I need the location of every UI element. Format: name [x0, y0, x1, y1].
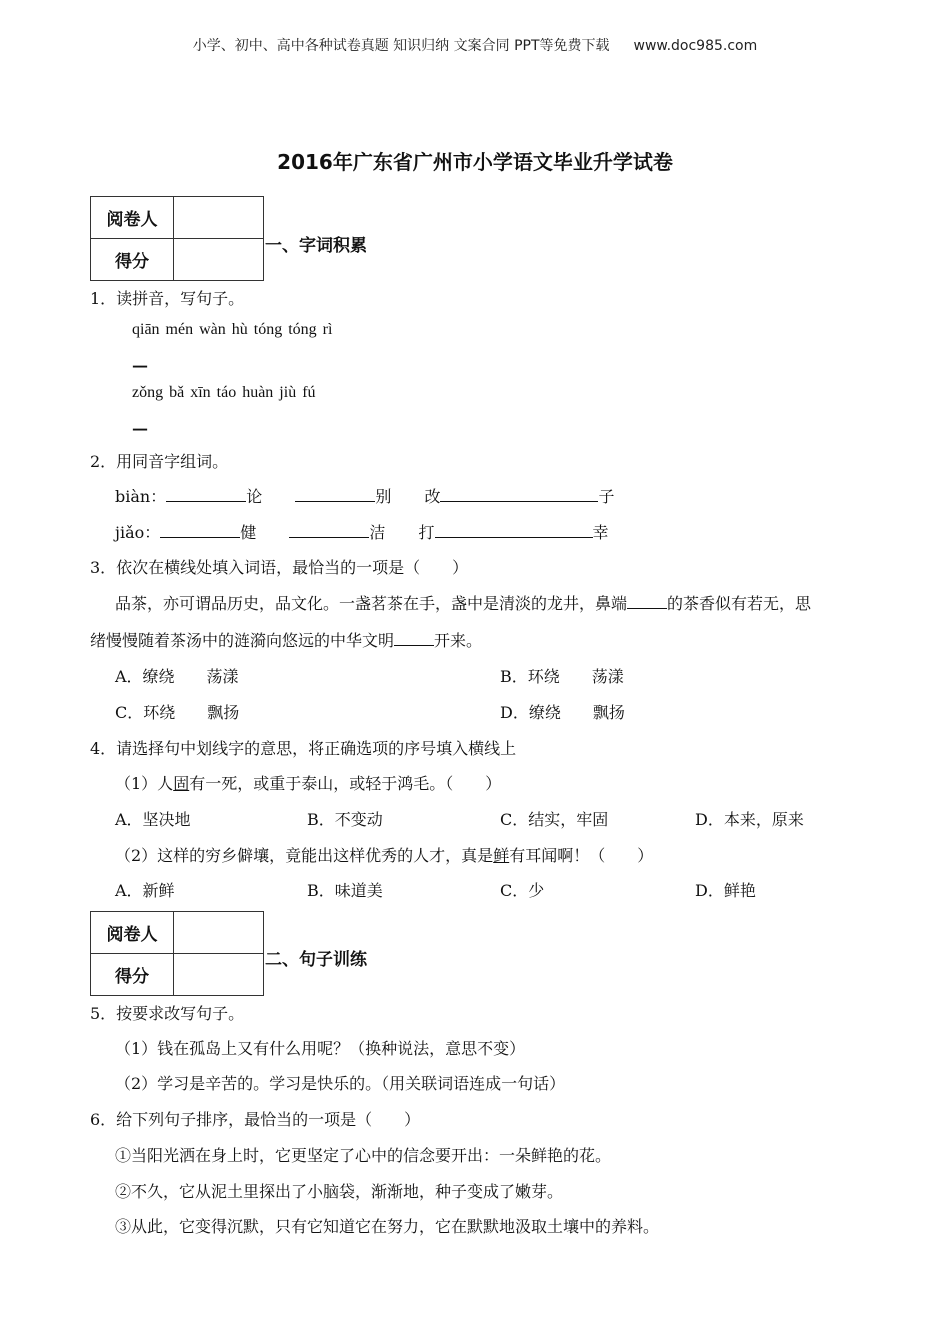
q1-pinyin-1: qiān mén wàn hù tóng tóng rì	[132, 321, 333, 338]
page-header	[0, 35, 950, 55]
score-box-1	[90, 196, 264, 281]
header-text: 小学、初中、高中各种试卷真题 知识归纳 文案合同 PPT等免费下载	[192, 38, 610, 54]
q3-option-d[interactable]: D．缭绕 飘扬	[500, 703, 625, 722]
q3-passage-2	[90, 628, 482, 651]
q2-stem: 2．用同音字组词。	[90, 452, 229, 471]
score-label: 得分	[91, 239, 174, 281]
q2-row2-label: jiǎo：	[115, 523, 161, 542]
q4-s1-pre: （1）人	[115, 774, 174, 793]
q2-row-1	[115, 484, 614, 507]
q1-answer-line-1: —	[132, 356, 148, 375]
q5-stem: 5．按要求改写句子。	[90, 1004, 245, 1023]
q4-s1-option-b[interactable]: B．不变动	[307, 810, 383, 829]
q2-row1-a: 论	[246, 487, 263, 506]
q6-sentence-1: ①当阳光洒在身上时，它更坚定了心中的信念要开出：一朵鲜艳的花。	[115, 1146, 612, 1165]
q5-sub-2: （2）学习是辛苦的。学习是快乐的。（用关联词语连成一句话）	[115, 1074, 566, 1093]
q2-row2-a: 健	[240, 523, 257, 542]
header-site[interactable]: www.doc985.com	[633, 38, 758, 54]
q3-stem: 3．依次在横线处填入词语，最恰当的一项是（ ）	[90, 558, 469, 577]
q2-row2-c: 幸	[592, 523, 609, 542]
reviewer-label: 阅卷人	[91, 912, 174, 954]
q1-answer-line-2: —	[132, 419, 148, 438]
q4-s2-option-a[interactable]: A．新鲜	[115, 881, 175, 900]
q5-sub-1: （1）钱在孤岛上又有什么用呢？（换种说法，意思不变）	[115, 1039, 526, 1058]
q2-blank[interactable]	[289, 523, 369, 538]
q4-s2-underlined: 鲜	[493, 846, 510, 865]
q1-pinyin-2: zǒng bǎ xīn táo huàn jiù fú	[132, 384, 316, 401]
q6-sentence-2: ②不久，它从泥土里探出了小脑袋，渐渐地，种子变成了嫩芽。	[115, 1182, 564, 1201]
q2-row1-c: 子	[598, 487, 615, 506]
q4-s1-post: 有一死，或重于泰山，或轻于鸿毛。（ ）	[189, 774, 502, 793]
q3-option-a[interactable]: A．缭绕 荡漾	[115, 667, 239, 686]
q3-option-b[interactable]: B．环绕 荡漾	[500, 667, 624, 686]
q2-blank[interactable]	[435, 523, 593, 538]
q4-s1-option-a[interactable]: A．坚决地	[115, 810, 191, 829]
q2-row-2	[115, 520, 609, 543]
reviewer-cell	[174, 197, 264, 239]
section-title-2: 二、句子训练	[265, 950, 367, 970]
q3-blank-1[interactable]	[627, 594, 667, 609]
score-cell	[174, 954, 264, 996]
q3-option-c[interactable]: C．环绕 飘扬	[115, 703, 240, 722]
q4-s1-option-d[interactable]: D．本来，原来	[695, 810, 804, 829]
q1-stem: 1．读拼音，写句子。	[90, 289, 245, 308]
q3-passage-1b: 的茶香似有若无，思	[667, 594, 812, 613]
q3-passage-2a: 绪慢慢随着茶汤中的涟漪向悠远的中华文明	[90, 631, 395, 650]
section-title-1: 一、字词积累	[265, 236, 367, 256]
q2-row2-b: 洁	[369, 523, 386, 542]
q4-s1-underlined: 固	[173, 774, 190, 793]
q4-sentence-1	[115, 771, 501, 794]
q4-s1-option-c[interactable]: C．结实，牢固	[500, 810, 609, 829]
reviewer-label: 阅卷人	[91, 197, 174, 239]
q2-row2-c-pre: 打	[418, 523, 435, 542]
q2-blank[interactable]	[166, 487, 246, 502]
q4-s2-option-c[interactable]: C．少	[500, 881, 545, 900]
q4-s2-pre: （2）这样的穷乡僻壤，竟能出这样优秀的人才，真是	[115, 846, 494, 865]
q4-s2-post: 有耳闻啊！（ ）	[509, 846, 654, 865]
q4-s2-option-b[interactable]: B．味道美	[307, 881, 383, 900]
q3-passage-2b: 开来。	[434, 631, 483, 650]
q6-sentence-3: ③从此，它变得沉默，只有它知道它在努力，它在默默地汲取土壤中的养料。	[115, 1217, 660, 1236]
q2-row1-label: biàn：	[115, 487, 167, 506]
q2-blank[interactable]	[160, 523, 240, 538]
q2-blank[interactable]	[295, 487, 375, 502]
score-label: 得分	[91, 954, 174, 996]
reviewer-cell	[174, 912, 264, 954]
q2-row1-b: 别	[375, 487, 392, 506]
q6-stem: 6．给下列句子排序，最恰当的一项是（ ）	[90, 1110, 421, 1129]
score-box-2	[90, 911, 264, 996]
q3-blank-2[interactable]	[394, 631, 434, 646]
q4-s2-option-d[interactable]: D．鲜艳	[695, 881, 756, 900]
q2-row1-c-pre: 改	[424, 487, 441, 506]
q4-sentence-2	[115, 843, 653, 866]
page-title: 2016年广东省广州市小学语文毕业升学试卷	[277, 150, 673, 174]
q3-passage-1	[115, 591, 811, 614]
score-cell	[174, 239, 264, 281]
q4-stem: 4．请选择句中划线字的意思，将正确选项的序号填入横线上	[90, 739, 517, 758]
q3-passage-1a: 品茶，亦可谓品历史，品文化。一盏茗茶在手，盏中是清淡的龙井，鼻端	[115, 594, 628, 613]
q2-blank[interactable]	[440, 487, 598, 502]
